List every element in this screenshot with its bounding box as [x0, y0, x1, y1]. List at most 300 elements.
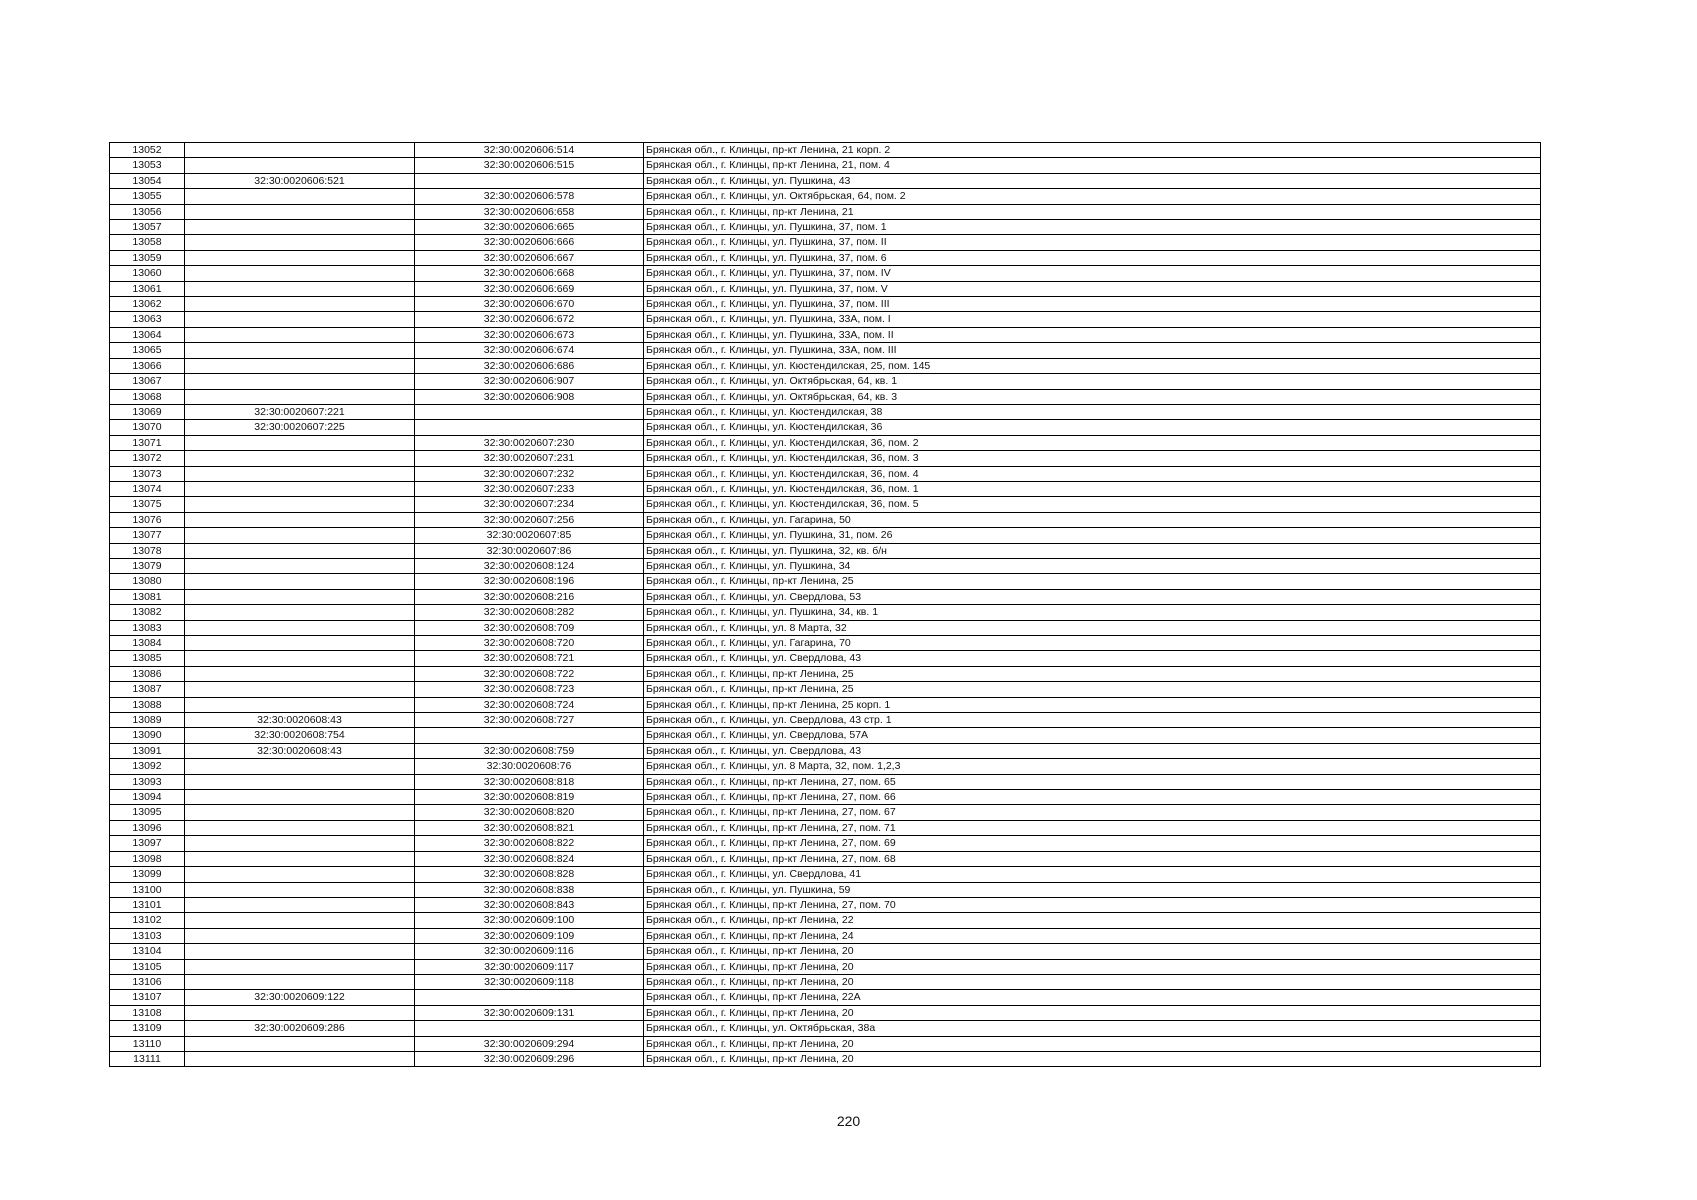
address-cell: Брянская обл., г. Клинцы, ул. Кюстендилская, 36, пом. 1 — [644, 481, 1541, 496]
cadastral-object-cell: 32:30:0020606:672 — [415, 312, 644, 327]
table-row — [110, 235, 1541, 250]
address-cell: Брянская обл., г. Клинцы, ул. Пушкина, 34, кв. 1 — [644, 605, 1541, 620]
table-row — [110, 158, 1541, 173]
address-cell: Брянская обл., г. Клинцы, пр-кт Ленина, 27, пом. 68 — [644, 851, 1541, 866]
cadastral-parcel-cell — [185, 697, 415, 712]
cadastral-parcel-cell — [185, 312, 415, 327]
address-cell: Брянская обл., г. Клинцы, ул. Пушкина, 32, кв. б/н — [644, 543, 1541, 558]
cadastral-object-cell: 32:30:0020606:907 — [415, 374, 644, 389]
cadastral-object-cell: 32:30:0020608:124 — [415, 558, 644, 573]
cadastral-parcel-cell — [185, 897, 415, 912]
address-cell: Брянская обл., г. Клинцы, ул. Октябрьская, 38а — [644, 1021, 1541, 1036]
cadastral-object-cell: 32:30:0020608:709 — [415, 620, 644, 635]
table-row — [110, 389, 1541, 404]
table-row — [110, 420, 1541, 435]
cadastral-object-cell: 32:30:0020608:824 — [415, 851, 644, 866]
address-cell: Брянская обл., г. Клинцы, ул. Кюстендилская, 25, пом. 145 — [644, 358, 1541, 373]
cadastral-object-cell: 32:30:0020609:296 — [415, 1051, 644, 1066]
address-cell: Брянская обл., г. Клинцы, ул. Пушкина, 37, пом. 6 — [644, 250, 1541, 265]
cadastral-object-cell: 32:30:0020607:233 — [415, 481, 644, 496]
row-number-cell: 13102 — [110, 913, 185, 928]
table-row — [110, 651, 1541, 666]
cadastral-object-cell — [415, 728, 644, 743]
address-cell: Брянская обл., г. Клинцы, пр-кт Ленина, 25 — [644, 574, 1541, 589]
table-row — [110, 820, 1541, 835]
cadastral-object-cell — [415, 404, 644, 419]
cadastral-object-cell: 32:30:0020607:230 — [415, 435, 644, 450]
row-number-cell: 13053 — [110, 158, 185, 173]
table-row — [110, 897, 1541, 912]
cadastral-parcel-cell — [185, 528, 415, 543]
row-number-cell: 13065 — [110, 343, 185, 358]
row-number-cell: 13096 — [110, 820, 185, 835]
cadastral-object-cell — [415, 1021, 644, 1036]
cadastral-parcel-cell — [185, 358, 415, 373]
table-row — [110, 374, 1541, 389]
row-number-cell: 13089 — [110, 713, 185, 728]
cadastral-object-cell — [415, 420, 644, 435]
address-cell: Брянская обл., г. Клинцы, пр-кт Ленина, 20 — [644, 1051, 1541, 1066]
table-row — [110, 358, 1541, 373]
address-cell: Брянская обл., г. Клинцы, пр-кт Ленина, 20 — [644, 944, 1541, 959]
table-row — [110, 728, 1541, 743]
address-cell: Брянская обл., г. Клинцы, пр-кт Ленина, 27, пом. 71 — [644, 820, 1541, 835]
address-cell: Брянская обл., г. Клинцы, пр-кт Ленина, 20 — [644, 1005, 1541, 1020]
row-number-cell: 13063 — [110, 312, 185, 327]
cadastral-object-cell: 32:30:0020608:818 — [415, 774, 644, 789]
cadastral-object-cell: 32:30:0020608:843 — [415, 897, 644, 912]
cadastral-object-cell: 32:30:0020608:722 — [415, 666, 644, 681]
table-row — [110, 636, 1541, 651]
cadastral-object-cell: 32:30:0020607:234 — [415, 497, 644, 512]
address-cell: Брянская обл., г. Клинцы, ул. Пушкина, 37, пом. V — [644, 281, 1541, 296]
table-row — [110, 882, 1541, 897]
address-cell: Брянская обл., г. Клинцы, ул. Пушкина, 37, пом. 1 — [644, 220, 1541, 235]
cadastral-parcel-cell — [185, 574, 415, 589]
cadastral-object-cell: 32:30:0020609:131 — [415, 1005, 644, 1020]
address-cell: Брянская обл., г. Клинцы, пр-кт Ленина, 25 — [644, 682, 1541, 697]
cadastral-parcel-cell — [185, 666, 415, 681]
table-row — [110, 481, 1541, 496]
cadastral-object-cell: 32:30:0020609:294 — [415, 1036, 644, 1051]
cadastral-object-cell: 32:30:0020606:668 — [415, 266, 644, 281]
cadastral-object-cell: 32:30:0020606:665 — [415, 220, 644, 235]
registry-table-body — [110, 143, 1541, 1067]
table-row — [110, 759, 1541, 774]
table-row — [110, 774, 1541, 789]
cadastral-parcel-cell — [185, 250, 415, 265]
address-cell: Брянская обл., г. Клинцы, пр-кт Ленина, 27, пом. 69 — [644, 836, 1541, 851]
cadastral-object-cell: 32:30:0020608:819 — [415, 790, 644, 805]
cadastral-parcel-cell — [185, 451, 415, 466]
cadastral-object-cell: 32:30:0020606:667 — [415, 250, 644, 265]
address-cell: Брянская обл., г. Клинцы, ул. Пушкина, 33А, пом. I — [644, 312, 1541, 327]
table-row — [110, 343, 1541, 358]
row-number-cell: 13087 — [110, 682, 185, 697]
table-row — [110, 589, 1541, 604]
cadastral-parcel-cell: 32:30:0020608:754 — [185, 728, 415, 743]
row-number-cell: 13058 — [110, 235, 185, 250]
table-row — [110, 173, 1541, 188]
table-row — [110, 1005, 1541, 1020]
cadastral-parcel-cell — [185, 512, 415, 527]
table-row — [110, 836, 1541, 851]
row-number-cell: 13052 — [110, 143, 185, 158]
row-number-cell: 13084 — [110, 636, 185, 651]
cadastral-object-cell: 32:30:0020608:820 — [415, 805, 644, 820]
address-cell: Брянская обл., г. Клинцы, ул. Свердлова, 43 стр. 1 — [644, 713, 1541, 728]
cadastral-object-cell: 32:30:0020609:118 — [415, 974, 644, 989]
cadastral-parcel-cell: 32:30:0020606:521 — [185, 173, 415, 188]
cadastral-object-cell: 32:30:0020608:196 — [415, 574, 644, 589]
cadastral-parcel-cell — [185, 558, 415, 573]
address-cell: Брянская обл., г. Клинцы, пр-кт Ленина, 27, пом. 70 — [644, 897, 1541, 912]
row-number-cell: 13099 — [110, 867, 185, 882]
cadastral-parcel-cell — [185, 913, 415, 928]
cadastral-object-cell: 32:30:0020608:76 — [415, 759, 644, 774]
table-row — [110, 867, 1541, 882]
row-number-cell: 13055 — [110, 189, 185, 204]
cadastral-parcel-cell — [185, 867, 415, 882]
row-number-cell: 13073 — [110, 466, 185, 481]
address-cell: Брянская обл., г. Клинцы, пр-кт Ленина, 27, пом. 66 — [644, 790, 1541, 805]
address-cell: Брянская обл., г. Клинцы, ул. Пушкина, 37, пом. IV — [644, 266, 1541, 281]
table-row — [110, 790, 1541, 805]
row-number-cell: 13072 — [110, 451, 185, 466]
row-number-cell: 13059 — [110, 250, 185, 265]
table-row — [110, 327, 1541, 342]
cadastral-object-cell: 32:30:0020609:116 — [415, 944, 644, 959]
cadastral-object-cell: 32:30:0020609:117 — [415, 959, 644, 974]
row-number-cell: 13088 — [110, 697, 185, 712]
table-row — [110, 312, 1541, 327]
address-cell: Брянская обл., г. Клинцы, ул. Пушкина, 31, пом. 26 — [644, 528, 1541, 543]
row-number-cell: 13101 — [110, 897, 185, 912]
row-number-cell: 13105 — [110, 959, 185, 974]
cadastral-parcel-cell — [185, 497, 415, 512]
cadastral-object-cell: 32:30:0020608:727 — [415, 713, 644, 728]
row-number-cell: 13092 — [110, 759, 185, 774]
table-row — [110, 497, 1541, 512]
cadastral-parcel-cell: 32:30:0020609:286 — [185, 1021, 415, 1036]
registry-table — [109, 142, 1541, 1067]
table-row — [110, 1051, 1541, 1066]
address-cell: Брянская обл., г. Клинцы, ул. Свердлова, 57А — [644, 728, 1541, 743]
row-number-cell: 13061 — [110, 281, 185, 296]
address-cell: Брянская обл., г. Клинцы, ул. Пушкина, 33А, пом. III — [644, 343, 1541, 358]
row-number-cell: 13075 — [110, 497, 185, 512]
table-row — [110, 266, 1541, 281]
row-number-cell: 13094 — [110, 790, 185, 805]
table-row — [110, 281, 1541, 296]
row-number-cell: 13106 — [110, 974, 185, 989]
table-row — [110, 250, 1541, 265]
cadastral-object-cell: 32:30:0020608:828 — [415, 867, 644, 882]
address-cell: Брянская обл., г. Клинцы, ул. Гагарина, 50 — [644, 512, 1541, 527]
cadastral-parcel-cell — [185, 651, 415, 666]
cadastral-object-cell: 32:30:0020608:838 — [415, 882, 644, 897]
cadastral-object-cell: 32:30:0020608:724 — [415, 697, 644, 712]
row-number-cell: 13062 — [110, 297, 185, 312]
address-cell: Брянская обл., г. Клинцы, ул. Октябрьская, 64, кв. 3 — [644, 389, 1541, 404]
cadastral-parcel-cell — [185, 589, 415, 604]
row-number-cell: 13068 — [110, 389, 185, 404]
row-number-cell: 13080 — [110, 574, 185, 589]
table-row — [110, 666, 1541, 681]
address-cell: Брянская обл., г. Клинцы, пр-кт Ленина, 20 — [644, 974, 1541, 989]
cadastral-object-cell: 32:30:0020608:216 — [415, 589, 644, 604]
cadastral-parcel-cell — [185, 944, 415, 959]
table-row — [110, 189, 1541, 204]
cadastral-object-cell: 32:30:0020609:109 — [415, 928, 644, 943]
cadastral-parcel-cell — [185, 959, 415, 974]
address-cell: Брянская обл., г. Клинцы, ул. Пушкина, 37, пом. III — [644, 297, 1541, 312]
cadastral-parcel-cell — [185, 636, 415, 651]
row-number-cell: 13108 — [110, 1005, 185, 1020]
cadastral-object-cell: 32:30:0020606:686 — [415, 358, 644, 373]
cadastral-object-cell: 32:30:0020608:282 — [415, 605, 644, 620]
row-number-cell: 13078 — [110, 543, 185, 558]
address-cell: Брянская обл., г. Клинцы, пр-кт Ленина, 24 — [644, 928, 1541, 943]
row-number-cell: 13077 — [110, 528, 185, 543]
row-number-cell: 13076 — [110, 512, 185, 527]
cadastral-parcel-cell: 32:30:0020607:221 — [185, 404, 415, 419]
row-number-cell: 13069 — [110, 404, 185, 419]
row-number-cell: 13070 — [110, 420, 185, 435]
row-number-cell: 13107 — [110, 990, 185, 1005]
address-cell: Брянская обл., г. Клинцы, ул. Свердлова, 41 — [644, 867, 1541, 882]
address-cell: Брянская обл., г. Клинцы, ул. Свердлова, 43 — [644, 743, 1541, 758]
address-cell: Брянская обл., г. Клинцы, ул. 8 Марта, 32 — [644, 620, 1541, 635]
cadastral-parcel-cell — [185, 343, 415, 358]
row-number-cell: 13109 — [110, 1021, 185, 1036]
cadastral-parcel-cell — [185, 820, 415, 835]
table-row — [110, 528, 1541, 543]
row-number-cell: 13081 — [110, 589, 185, 604]
row-number-cell: 13103 — [110, 928, 185, 943]
table-row — [110, 620, 1541, 635]
table-row — [110, 713, 1541, 728]
cadastral-object-cell — [415, 990, 644, 1005]
address-cell: Брянская обл., г. Клинцы, ул. 8 Марта, 32, пом. 1,2,3 — [644, 759, 1541, 774]
table-row — [110, 928, 1541, 943]
page-number: 220 — [836, 1113, 861, 1129]
cadastral-parcel-cell — [185, 189, 415, 204]
row-number-cell: 13086 — [110, 666, 185, 681]
cadastral-parcel-cell — [185, 281, 415, 296]
cadastral-parcel-cell — [185, 620, 415, 635]
cadastral-parcel-cell: 32:30:0020608:43 — [185, 713, 415, 728]
cadastral-parcel-cell — [185, 235, 415, 250]
cadastral-object-cell: 32:30:0020606:669 — [415, 281, 644, 296]
table-row — [110, 805, 1541, 820]
table-row — [110, 466, 1541, 481]
cadastral-parcel-cell — [185, 220, 415, 235]
cadastral-object-cell: 32:30:0020609:100 — [415, 913, 644, 928]
table-row — [110, 543, 1541, 558]
row-number-cell: 13091 — [110, 743, 185, 758]
table-row — [110, 220, 1541, 235]
cadastral-parcel-cell — [185, 605, 415, 620]
address-cell: Брянская обл., г. Клинцы, ул. Октябрьская, 64, пом. 2 — [644, 189, 1541, 204]
address-cell: Брянская обл., г. Клинцы, ул. Октябрьская, 64, кв. 1 — [644, 374, 1541, 389]
cadastral-object-cell: 32:30:0020606:515 — [415, 158, 644, 173]
address-cell: Брянская обл., г. Клинцы, ул. Кюстендилская, 36, пом. 5 — [644, 497, 1541, 512]
row-number-cell: 13090 — [110, 728, 185, 743]
row-number-cell: 13085 — [110, 651, 185, 666]
table-row — [110, 512, 1541, 527]
cadastral-parcel-cell — [185, 389, 415, 404]
address-cell: Брянская обл., г. Клинцы, ул. Кюстендилская, 36, пом. 2 — [644, 435, 1541, 450]
cadastral-parcel-cell — [185, 158, 415, 173]
cadastral-parcel-cell — [185, 805, 415, 820]
cadastral-parcel-cell — [185, 882, 415, 897]
cadastral-parcel-cell — [185, 836, 415, 851]
cadastral-object-cell: 32:30:0020606:658 — [415, 204, 644, 219]
address-cell: Брянская обл., г. Клинцы, ул. Гагарина, 70 — [644, 636, 1541, 651]
cadastral-parcel-cell — [185, 435, 415, 450]
table-row — [110, 404, 1541, 419]
row-number-cell: 13054 — [110, 173, 185, 188]
address-cell: Брянская обл., г. Клинцы, пр-кт Ленина, 22 — [644, 913, 1541, 928]
cadastral-parcel-cell — [185, 543, 415, 558]
table-row — [110, 605, 1541, 620]
cadastral-parcel-cell — [185, 374, 415, 389]
address-cell: Брянская обл., г. Клинцы, ул. Свердлова, 43 — [644, 651, 1541, 666]
cadastral-object-cell: 32:30:0020606:674 — [415, 343, 644, 358]
cadastral-parcel-cell — [185, 466, 415, 481]
address-cell: Брянская обл., г. Клинцы, ул. Свердлова, 53 — [644, 589, 1541, 604]
cadastral-parcel-cell — [185, 974, 415, 989]
cadastral-parcel-cell — [185, 481, 415, 496]
table-row — [110, 1021, 1541, 1036]
address-cell: Брянская обл., г. Клинцы, ул. Кюстендилская, 38 — [644, 404, 1541, 419]
row-number-cell: 13110 — [110, 1036, 185, 1051]
row-number-cell: 13064 — [110, 327, 185, 342]
row-number-cell: 13100 — [110, 882, 185, 897]
cadastral-parcel-cell — [185, 1051, 415, 1066]
cadastral-object-cell: 32:30:0020607:85 — [415, 528, 644, 543]
row-number-cell: 13060 — [110, 266, 185, 281]
address-cell: Брянская обл., г. Клинцы, ул. Пушкина, 37, пом. II — [644, 235, 1541, 250]
table-row — [110, 990, 1541, 1005]
cadastral-object-cell: 32:30:0020606:514 — [415, 143, 644, 158]
table-row — [110, 435, 1541, 450]
row-number-cell: 13083 — [110, 620, 185, 635]
cadastral-parcel-cell — [185, 1005, 415, 1020]
address-cell: Брянская обл., г. Клинцы, ул. Пушкина, 33А, пом. II — [644, 327, 1541, 342]
row-number-cell: 13067 — [110, 374, 185, 389]
table-row — [110, 204, 1541, 219]
row-number-cell: 13057 — [110, 220, 185, 235]
cadastral-parcel-cell — [185, 1036, 415, 1051]
cadastral-parcel-cell — [185, 143, 415, 158]
cadastral-parcel-cell — [185, 759, 415, 774]
cadastral-object-cell: 32:30:0020606:578 — [415, 189, 644, 204]
row-number-cell: 13074 — [110, 481, 185, 496]
table-row — [110, 143, 1541, 158]
cadastral-parcel-cell: 32:30:0020607:225 — [185, 420, 415, 435]
address-cell: Брянская обл., г. Клинцы, ул. Пушкина, 43 — [644, 173, 1541, 188]
cadastral-parcel-cell — [185, 327, 415, 342]
table-row — [110, 959, 1541, 974]
address-cell: Брянская обл., г. Клинцы, ул. Кюстендилская, 36, пом. 4 — [644, 466, 1541, 481]
table-row — [110, 944, 1541, 959]
table-row — [110, 1036, 1541, 1051]
address-cell: Брянская обл., г. Клинцы, ул. Кюстендилская, 36, пом. 3 — [644, 451, 1541, 466]
cadastral-object-cell: 32:30:0020607:86 — [415, 543, 644, 558]
table-row — [110, 451, 1541, 466]
cadastral-object-cell: 32:30:0020606:670 — [415, 297, 644, 312]
address-cell: Брянская обл., г. Клинцы, пр-кт Ленина, 20 — [644, 959, 1541, 974]
address-cell: Брянская обл., г. Клинцы, пр-кт Ленина, 25 корп. 1 — [644, 697, 1541, 712]
address-cell: Брянская обл., г. Клинцы, пр-кт Ленина, 21 — [644, 204, 1541, 219]
table-row — [110, 574, 1541, 589]
table-row — [110, 697, 1541, 712]
address-cell: Брянская обл., г. Клинцы, пр-кт Ленина, 25 — [644, 666, 1541, 681]
cadastral-parcel-cell — [185, 266, 415, 281]
cadastral-object-cell: 32:30:0020606:666 — [415, 235, 644, 250]
address-cell: Брянская обл., г. Клинцы, пр-кт Ленина, 21, пом. 4 — [644, 158, 1541, 173]
table-row — [110, 743, 1541, 758]
cadastral-object-cell: 32:30:0020608:821 — [415, 820, 644, 835]
cadastral-parcel-cell — [185, 297, 415, 312]
cadastral-parcel-cell — [185, 682, 415, 697]
cadastral-parcel-cell — [185, 928, 415, 943]
row-number-cell: 13071 — [110, 435, 185, 450]
cadastral-object-cell: 32:30:0020608:720 — [415, 636, 644, 651]
cadastral-object-cell: 32:30:0020608:723 — [415, 682, 644, 697]
cadastral-object-cell: 32:30:0020607:231 — [415, 451, 644, 466]
address-cell: Брянская обл., г. Клинцы, пр-кт Ленина, 27, пом. 65 — [644, 774, 1541, 789]
row-number-cell: 13079 — [110, 558, 185, 573]
cadastral-parcel-cell — [185, 790, 415, 805]
row-number-cell: 13097 — [110, 836, 185, 851]
address-cell: Брянская обл., г. Клинцы, пр-кт Ленина, 20 — [644, 1036, 1541, 1051]
cadastral-object-cell: 32:30:0020608:759 — [415, 743, 644, 758]
row-number-cell: 13066 — [110, 358, 185, 373]
row-number-cell: 13104 — [110, 944, 185, 959]
cadastral-parcel-cell: 32:30:0020609:122 — [185, 990, 415, 1005]
table-row — [110, 682, 1541, 697]
cadastral-parcel-cell — [185, 204, 415, 219]
table-row — [110, 558, 1541, 573]
row-number-cell: 13093 — [110, 774, 185, 789]
address-cell: Брянская обл., г. Клинцы, пр-кт Ленина, 22А — [644, 990, 1541, 1005]
row-number-cell: 13098 — [110, 851, 185, 866]
cadastral-object-cell: 32:30:0020606:908 — [415, 389, 644, 404]
cadastral-parcel-cell — [185, 774, 415, 789]
address-cell: Брянская обл., г. Клинцы, ул. Кюстендилская, 36 — [644, 420, 1541, 435]
cadastral-object-cell: 32:30:0020607:232 — [415, 466, 644, 481]
cadastral-object-cell: 32:30:0020607:256 — [415, 512, 644, 527]
table-row — [110, 913, 1541, 928]
cadastral-object-cell — [415, 173, 644, 188]
address-cell: Брянская обл., г. Клинцы, ул. Пушкина, 59 — [644, 882, 1541, 897]
row-number-cell: 13095 — [110, 805, 185, 820]
cadastral-parcel-cell: 32:30:0020608:43 — [185, 743, 415, 758]
cadastral-object-cell: 32:30:0020608:721 — [415, 651, 644, 666]
row-number-cell: 13056 — [110, 204, 185, 219]
row-number-cell: 13111 — [110, 1051, 185, 1066]
address-cell: Брянская обл., г. Клинцы, пр-кт Ленина, 27, пом. 67 — [644, 805, 1541, 820]
table-row — [110, 974, 1541, 989]
address-cell: Брянская обл., г. Клинцы, пр-кт Ленина, 21 корп. 2 — [644, 143, 1541, 158]
cadastral-object-cell: 32:30:0020608:822 — [415, 836, 644, 851]
row-number-cell: 13082 — [110, 605, 185, 620]
table-row — [110, 851, 1541, 866]
table-row — [110, 297, 1541, 312]
